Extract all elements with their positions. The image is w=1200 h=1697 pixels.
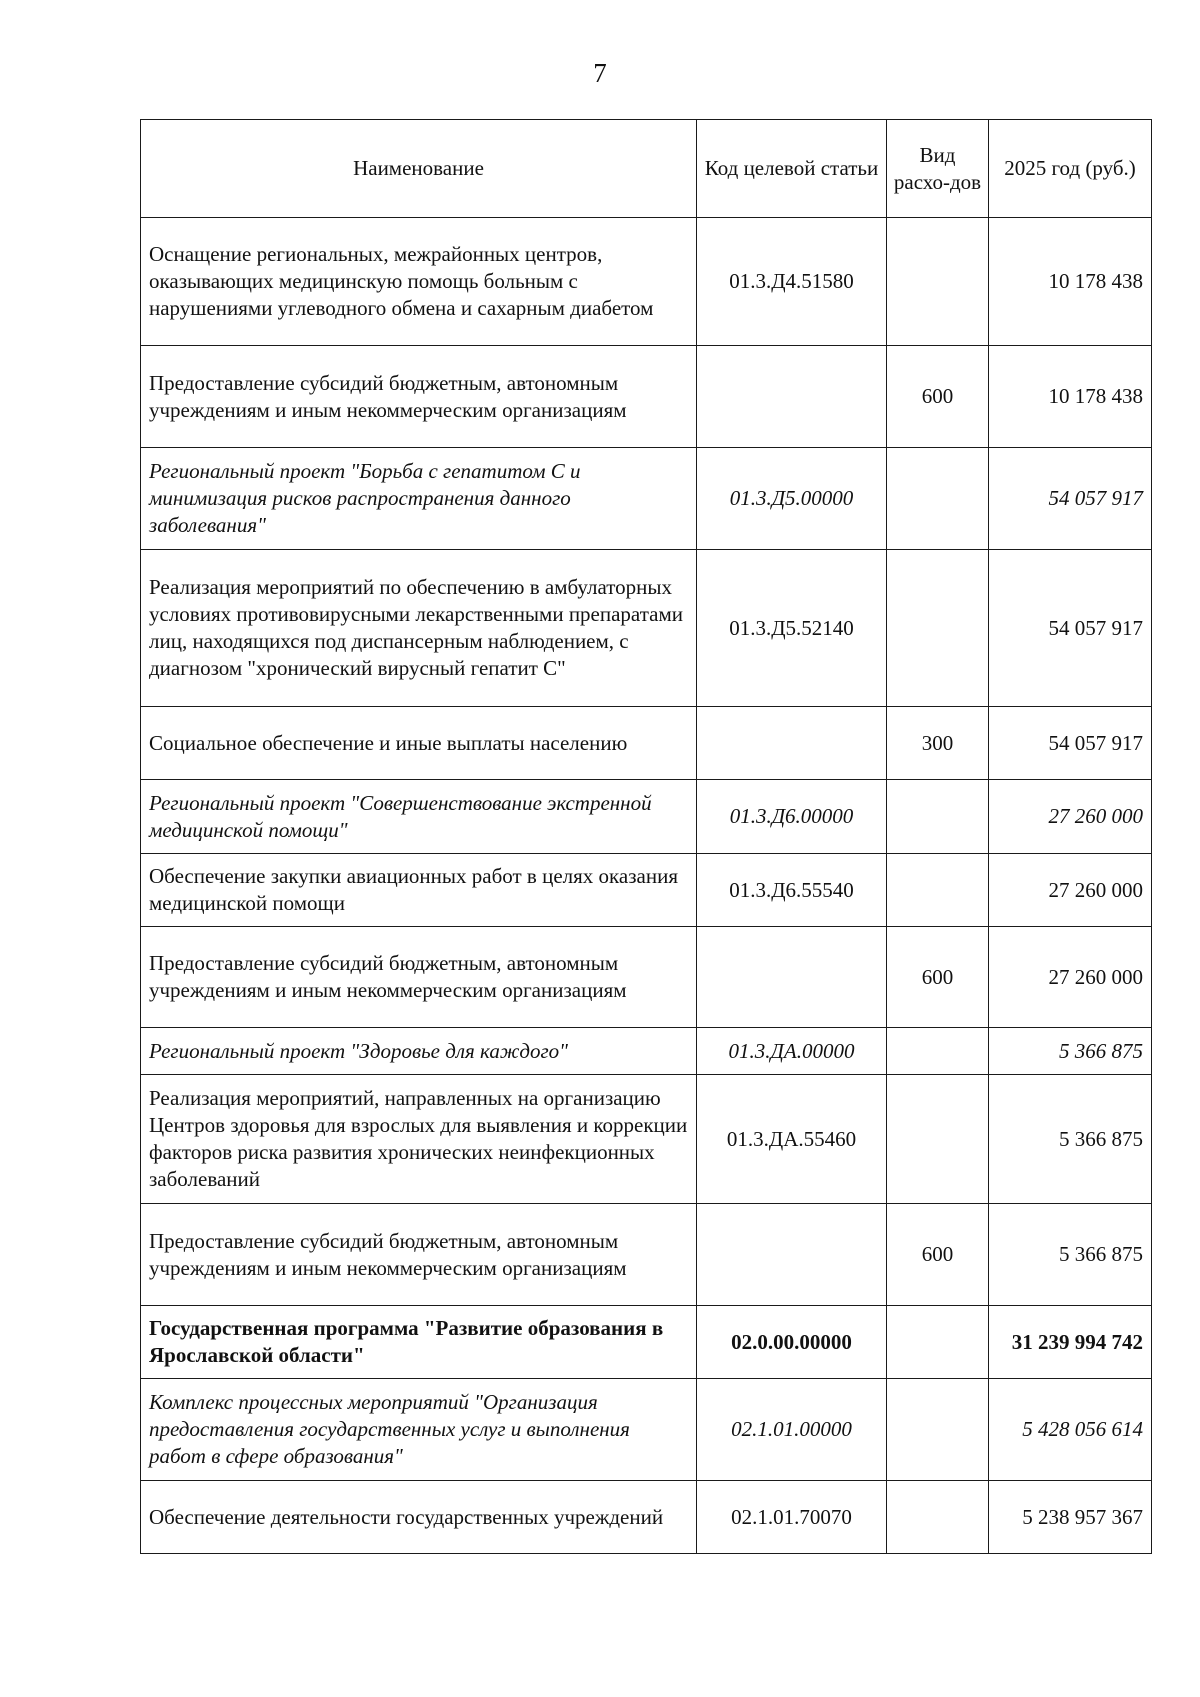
row-name: Реализация мероприятий по обеспечению в амбулаторных условиях противовирусными лекарственными препаратами лиц, находящихся под диспансерным наблюдением, с диагнозом "хронический вирусный гепатит С" <box>141 550 697 707</box>
row-name: Региональный проект "Борьба с гепатитом С и минимизация рисков распространения данного заболевания" <box>141 448 697 550</box>
table-row <box>141 550 1152 707</box>
row-code <box>697 1204 887 1306</box>
table-row <box>141 1204 1152 1306</box>
row-name: Социальное обеспечение и иные выплаты населению <box>141 707 697 780</box>
row-type <box>887 1306 989 1379</box>
row-name: Региональный проект "Совершенствование экстренной медицинской помощи" <box>141 780 697 854</box>
row-code: 01.3.Д6.55540 <box>697 854 887 927</box>
table-row <box>141 780 1152 854</box>
table-row <box>141 218 1152 346</box>
row-amount: 54 057 917 <box>989 707 1152 780</box>
row-amount: 27 260 000 <box>989 780 1152 854</box>
row-name: Предоставление субсидий бюджетным, автономным учреждениям и иным некоммерческим организациям <box>141 1204 697 1306</box>
row-type: 600 <box>887 346 989 448</box>
row-amount: 5 238 957 367 <box>989 1481 1152 1554</box>
row-amount: 5 366 875 <box>989 1028 1152 1075</box>
row-amount: 5 428 056 614 <box>989 1379 1152 1481</box>
row-code <box>697 707 887 780</box>
table-row <box>141 1379 1152 1481</box>
row-name: Реализация мероприятий, направленных на организацию Центров здоровья для взрослых для выявления и коррекции факторов риска развития хронических неинфекционных заболеваний <box>141 1075 697 1204</box>
header-code: Код целевой статьи <box>697 120 887 218</box>
table-row <box>141 1481 1152 1554</box>
table-row <box>141 707 1152 780</box>
row-type: 300 <box>887 707 989 780</box>
row-code: 02.1.01.00000 <box>697 1379 887 1481</box>
row-amount: 54 057 917 <box>989 448 1152 550</box>
table-body <box>141 218 1152 1554</box>
row-type <box>887 550 989 707</box>
row-type <box>887 1075 989 1204</box>
row-name: Государственная программа "Развитие образования в Ярославской области" <box>141 1306 697 1379</box>
row-code: 02.0.00.00000 <box>697 1306 887 1379</box>
row-name: Региональный проект "Здоровье для каждого" <box>141 1028 697 1075</box>
row-code: 01.3.Д6.00000 <box>697 780 887 854</box>
row-name: Оснащение региональных, межрайонных центров, оказывающих медицинскую помощь больным с нарушениями углеводного обмена и сахарным диабетом <box>141 218 697 346</box>
row-code <box>697 346 887 448</box>
row-amount: 31 239 994 742 <box>989 1306 1152 1379</box>
row-type <box>887 1379 989 1481</box>
row-code: 01.3.Д5.00000 <box>697 448 887 550</box>
row-code <box>697 927 887 1028</box>
header-amount: 2025 год (руб.) <box>989 120 1152 218</box>
row-type: 600 <box>887 927 989 1028</box>
header-type: Вид расхо-дов <box>887 120 989 218</box>
row-amount: 5 366 875 <box>989 1204 1152 1306</box>
row-amount: 10 178 438 <box>989 218 1152 346</box>
table-row <box>141 854 1152 927</box>
table-header-row <box>141 120 1152 218</box>
row-name: Предоставление субсидий бюджетным, автономным учреждениям и иным некоммерческим организациям <box>141 927 697 1028</box>
header-name: Наименование <box>141 120 697 218</box>
table-row <box>141 927 1152 1028</box>
row-code: 01.3.ДА.00000 <box>697 1028 887 1075</box>
row-amount: 10 178 438 <box>989 346 1152 448</box>
row-code: 02.1.01.70070 <box>697 1481 887 1554</box>
row-code: 01.3.ДА.55460 <box>697 1075 887 1204</box>
row-type <box>887 448 989 550</box>
table-row <box>141 1306 1152 1379</box>
page-number: 7 <box>593 58 607 88</box>
row-name: Обеспечение закупки авиационных работ в целях оказания медицинской помощи <box>141 854 697 927</box>
row-type <box>887 1481 989 1554</box>
table-row <box>141 1075 1152 1204</box>
row-type <box>887 1028 989 1075</box>
table-row <box>141 346 1152 448</box>
row-type <box>887 218 989 346</box>
row-name: Предоставление субсидий бюджетным, автономным учреждениям и иным некоммерческим организациям <box>141 346 697 448</box>
table-row <box>141 448 1152 550</box>
row-amount: 27 260 000 <box>989 927 1152 1028</box>
row-name: Обеспечение деятельности государственных учреждений <box>141 1481 697 1554</box>
row-type <box>887 854 989 927</box>
row-code: 01.3.Д4.51580 <box>697 218 887 346</box>
row-amount: 54 057 917 <box>989 550 1152 707</box>
row-code: 01.3.Д5.52140 <box>697 550 887 707</box>
budget-table <box>140 119 1152 1554</box>
row-amount: 27 260 000 <box>989 854 1152 927</box>
row-type <box>887 780 989 854</box>
row-name: Комплекс процессных мероприятий "Организация предоставления государственных услуг и выполнения работ в сфере образования" <box>141 1379 697 1481</box>
row-amount: 5 366 875 <box>989 1075 1152 1204</box>
table-row <box>141 1028 1152 1075</box>
row-type: 600 <box>887 1204 989 1306</box>
